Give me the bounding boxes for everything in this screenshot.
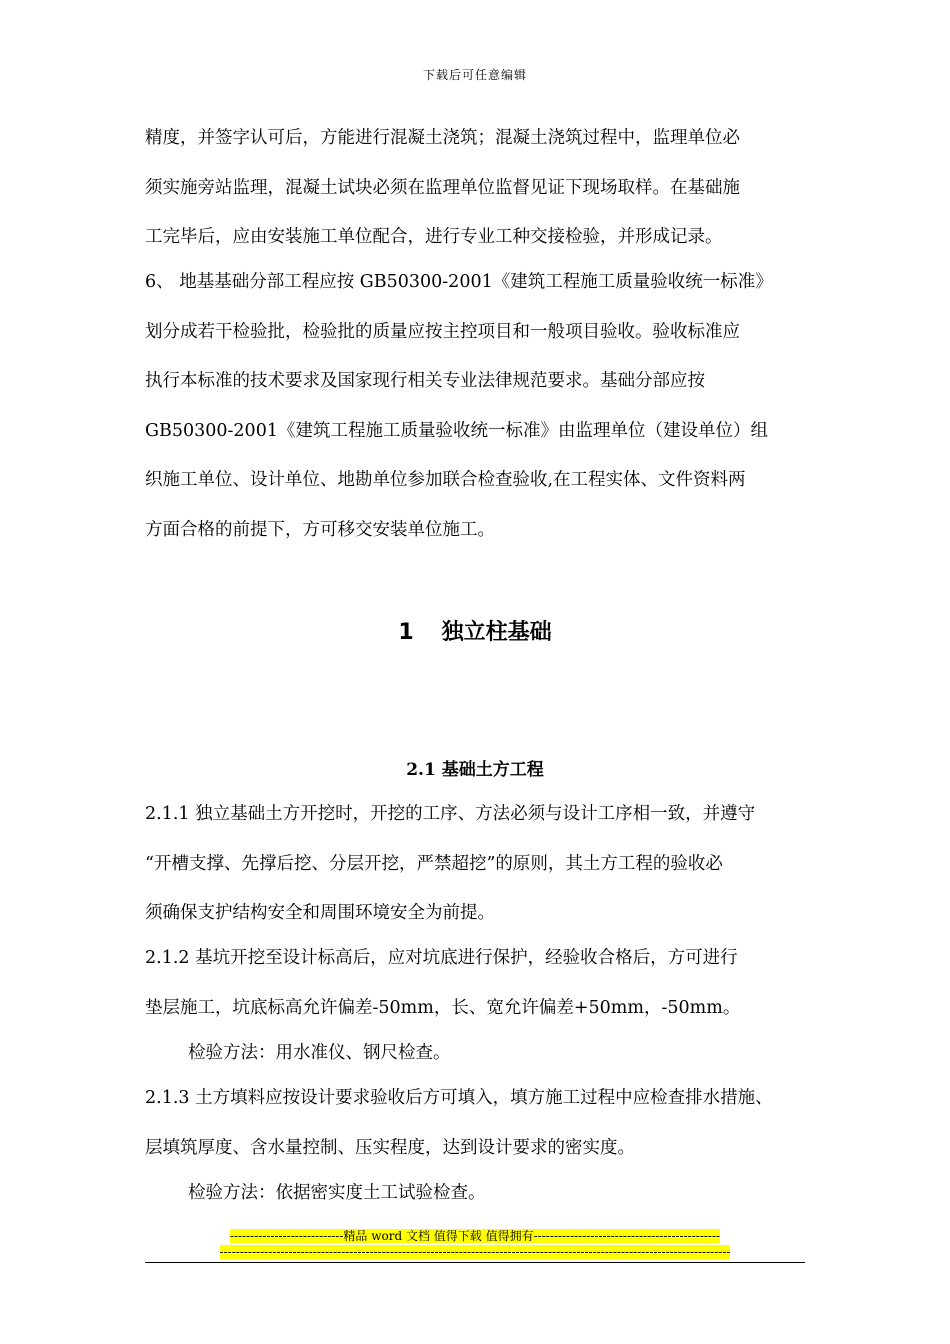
footer-banner-text-1: ----------------------------精品 word 文档 值得下载 值得拥有---------------------------------------------- <box>229 1229 721 1243</box>
clause-2-1-2-method: 检验方法：用水准仪、钢尺检查。 <box>188 1043 451 1063</box>
section-heading-number: 1 <box>398 620 414 645</box>
subsection-heading <box>0 758 950 782</box>
paragraph-2-line-6: 方面合格的前提下，方可移交安装单位施工。 <box>145 520 495 540</box>
clause-2-1-1-line-2: “开槽支撑、先撑后挖、分层开挖，严禁超挖”的原则，其土方工程的验收必 <box>145 854 723 874</box>
clause-2-1-2-line-1: 2.1.2 基坑开挖至设计标高后，应对坑底进行保护，经验收合格后，方可进行 <box>145 948 738 968</box>
paragraph-2-line-3: 执行本标准的技术要求及国家现行相关专业法律规范要求。基础分部应按 <box>145 371 705 391</box>
subsection-heading-number: 2.1 <box>406 760 436 780</box>
section-heading-title: 独立柱基础 <box>441 620 552 645</box>
clause-2-1-3-method: 检验方法：依据密实度土工试验检查。 <box>188 1183 486 1203</box>
paragraph-2-line-2: 划分成若干检验批，检验批的质量应按主控项目和一般项目验收。验收标准应 <box>145 322 740 342</box>
section-heading <box>0 618 950 648</box>
subsection-heading-title: 基础土方工程 <box>441 760 544 780</box>
clause-2-1-3-line-1: 2.1.3 土方填料应按设计要求验收后方可填入，填方施工过程中应检查排水措施、 <box>145 1088 773 1108</box>
page-header: 下载后可任意编辑 <box>422 68 527 82</box>
paragraph-2-line-4: GB50300-2001《建筑工程施工质量验收统一标准》由监理单位（建设单位）组 <box>145 421 768 441</box>
paragraph-2-line-5: 织施工单位、设计单位、地勘单位参加联合检查验收,在工程实体、文件资料两 <box>145 470 746 490</box>
paragraph-1-line-3: 工完毕后，应由安装施工单位配合，进行专业工种交接检验，并形成记录。 <box>145 227 723 247</box>
paragraph-1-line-2: 须实施旁站监理，混凝土试块必须在监理单位监督见证下现场取样。在基础施 <box>145 178 740 198</box>
footer-banner-line-2 <box>0 1245 950 1260</box>
clause-2-1-1-line-1: 2.1.1 独立基础土方开挖时，开挖的工序、方法必须与设计工序相一致，并遵守 <box>145 804 756 824</box>
footer-banner-text-2: ------------------------------------------------------------------------------------------------------------------------------ <box>219 1245 731 1259</box>
clause-2-1-3-line-2: 层填筑厚度、含水量控制、压实程度，达到设计要求的密实度。 <box>145 1138 635 1158</box>
footer-banner-line-1 <box>0 1229 950 1244</box>
clause-2-1-2-line-2: 垫层施工，坑底标高允许偏差-50mm，长、宽允许偏差+50mm，-50mm。 <box>145 998 741 1018</box>
paragraph-1-line-1: 精度，并签字认可后，方能进行混凝土浇筑；混凝土浇筑过程中，监理单位必 <box>145 128 740 148</box>
paragraph-2-line-1: 6、 地基基础分部工程应按 GB50300-2001《建筑工程施工质量验收统一标准》 <box>145 272 773 292</box>
footer-divider <box>145 1262 805 1263</box>
clause-2-1-1-line-3: 须确保支护结构安全和周围环境安全为前提。 <box>145 903 495 923</box>
